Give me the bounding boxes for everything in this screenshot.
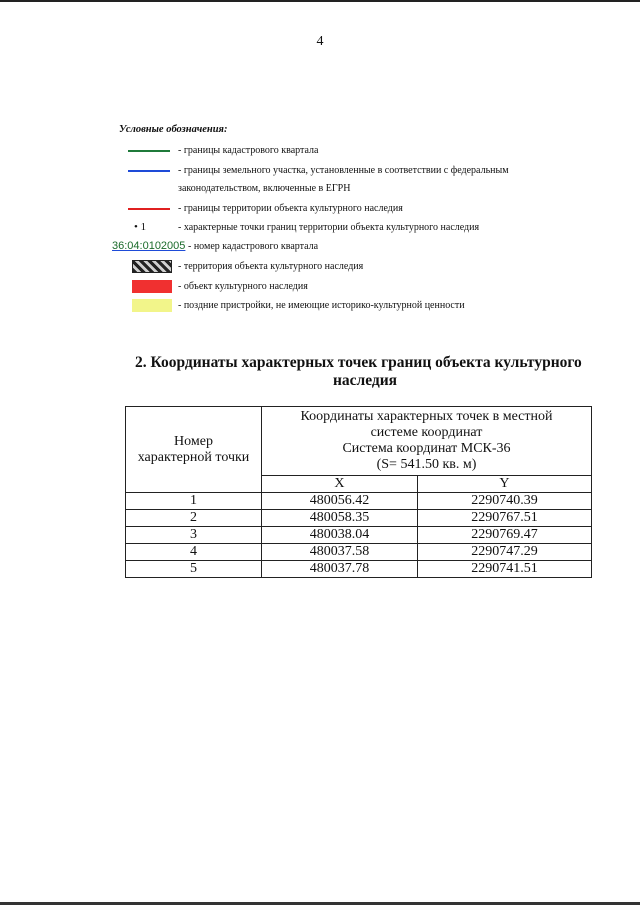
- cadastral-number-label: 36:04:0102005: [112, 240, 186, 252]
- table-row: [126, 544, 592, 561]
- scan-top-edge: [0, 0, 640, 2]
- cadastral-number-symbol: [112, 238, 186, 256]
- y-cell: 2290767.51: [417, 510, 591, 527]
- x-header: X: [262, 476, 418, 493]
- point-number-header-line2: характерной точки: [137, 449, 250, 465]
- point-number-header: [126, 407, 262, 493]
- table-header-row: [126, 407, 592, 476]
- red-line-symbol: [112, 200, 172, 218]
- x-cell: 480037.58: [262, 544, 418, 561]
- point-number-header-line1: Номер: [174, 433, 213, 449]
- legend-item-land-plot-border: [112, 162, 532, 180]
- legend-item-cadastral-quarter-border: [112, 142, 532, 160]
- legend-item-heritage-territory-border: [112, 200, 532, 218]
- x-cell: 480058.35: [262, 510, 418, 527]
- coordinates-header-line4: (S= 541.50 кв. м): [376, 457, 477, 472]
- legend-item-label: - номер кадастрового квартала: [188, 241, 319, 252]
- green-line-symbol: [112, 142, 172, 160]
- legend-item-label: - территория объекта культурного наследия: [178, 261, 364, 272]
- legend-item-label: - характерные точки границ территории объекта культурного наследия: [178, 222, 480, 233]
- legend-item-label: - границы кадастрового квартала: [178, 145, 319, 156]
- point-label: • 1: [134, 221, 147, 233]
- table-row: [126, 561, 592, 578]
- red-fill-symbol: [112, 278, 172, 296]
- legend-item-label: - поздние пристройки, не имеющие историко-культурной ценности: [178, 300, 465, 311]
- coordinates-header-line2: системе координат: [370, 425, 483, 440]
- legend-item-label: - границы земельного участка, установленные в соответствии с федеральным: [178, 165, 509, 176]
- x-cell: 480038.04: [262, 527, 418, 544]
- coordinates-header-line1: Координаты характерных точек в местной: [300, 409, 553, 424]
- coordinates-header: [262, 407, 592, 476]
- legend-item-label: - границы территории объекта культурного наследия: [178, 203, 403, 214]
- table-row: [126, 527, 592, 544]
- section-title-line1: 2. Координаты характерных точек границ объекта культурного: [135, 354, 582, 371]
- legend-item-cadastral-number: [112, 238, 532, 256]
- legend-item-late-additions: [112, 297, 532, 315]
- table-row: [126, 510, 592, 527]
- y-cell: 2290740.39: [417, 493, 591, 510]
- legend-item-heritage-object: [112, 278, 532, 296]
- page-number: 4: [316, 34, 324, 49]
- y-cell: 2290747.29: [417, 544, 591, 561]
- yellow-fill-symbol: [112, 297, 172, 315]
- x-cell: 480037.78: [262, 561, 418, 578]
- section-title: [135, 354, 595, 390]
- legend-item-label-continued: законодательством, включенные в ЕГРН: [178, 183, 351, 194]
- coordinates-header-line3: Система координат МСК-36: [342, 441, 511, 456]
- section-title-line2: наследия: [332, 372, 398, 389]
- legend-item-characteristic-points: [112, 219, 532, 237]
- point-number-cell: 2: [126, 510, 262, 527]
- point-number-cell: 1: [126, 493, 262, 510]
- legend-title: Условные обозначения:: [119, 124, 228, 135]
- y-cell: 2290769.47: [417, 527, 591, 544]
- coordinates-table: [125, 406, 592, 578]
- y-cell: 2290741.51: [417, 561, 591, 578]
- x-cell: 480056.42: [262, 493, 418, 510]
- point-number-cell: 4: [126, 544, 262, 561]
- legend-item-label: - объект культурного наследия: [178, 281, 308, 292]
- blue-line-symbol: [112, 162, 172, 180]
- hatched-area-symbol: [112, 258, 172, 276]
- table-row: [126, 493, 592, 510]
- point-symbol: [112, 219, 172, 237]
- y-header: Y: [417, 476, 591, 493]
- point-number-cell: 5: [126, 561, 262, 578]
- point-number-cell: 3: [126, 527, 262, 544]
- legend-item-land-plot-border-cont: [112, 180, 532, 198]
- legend-item-heritage-territory: [112, 258, 532, 276]
